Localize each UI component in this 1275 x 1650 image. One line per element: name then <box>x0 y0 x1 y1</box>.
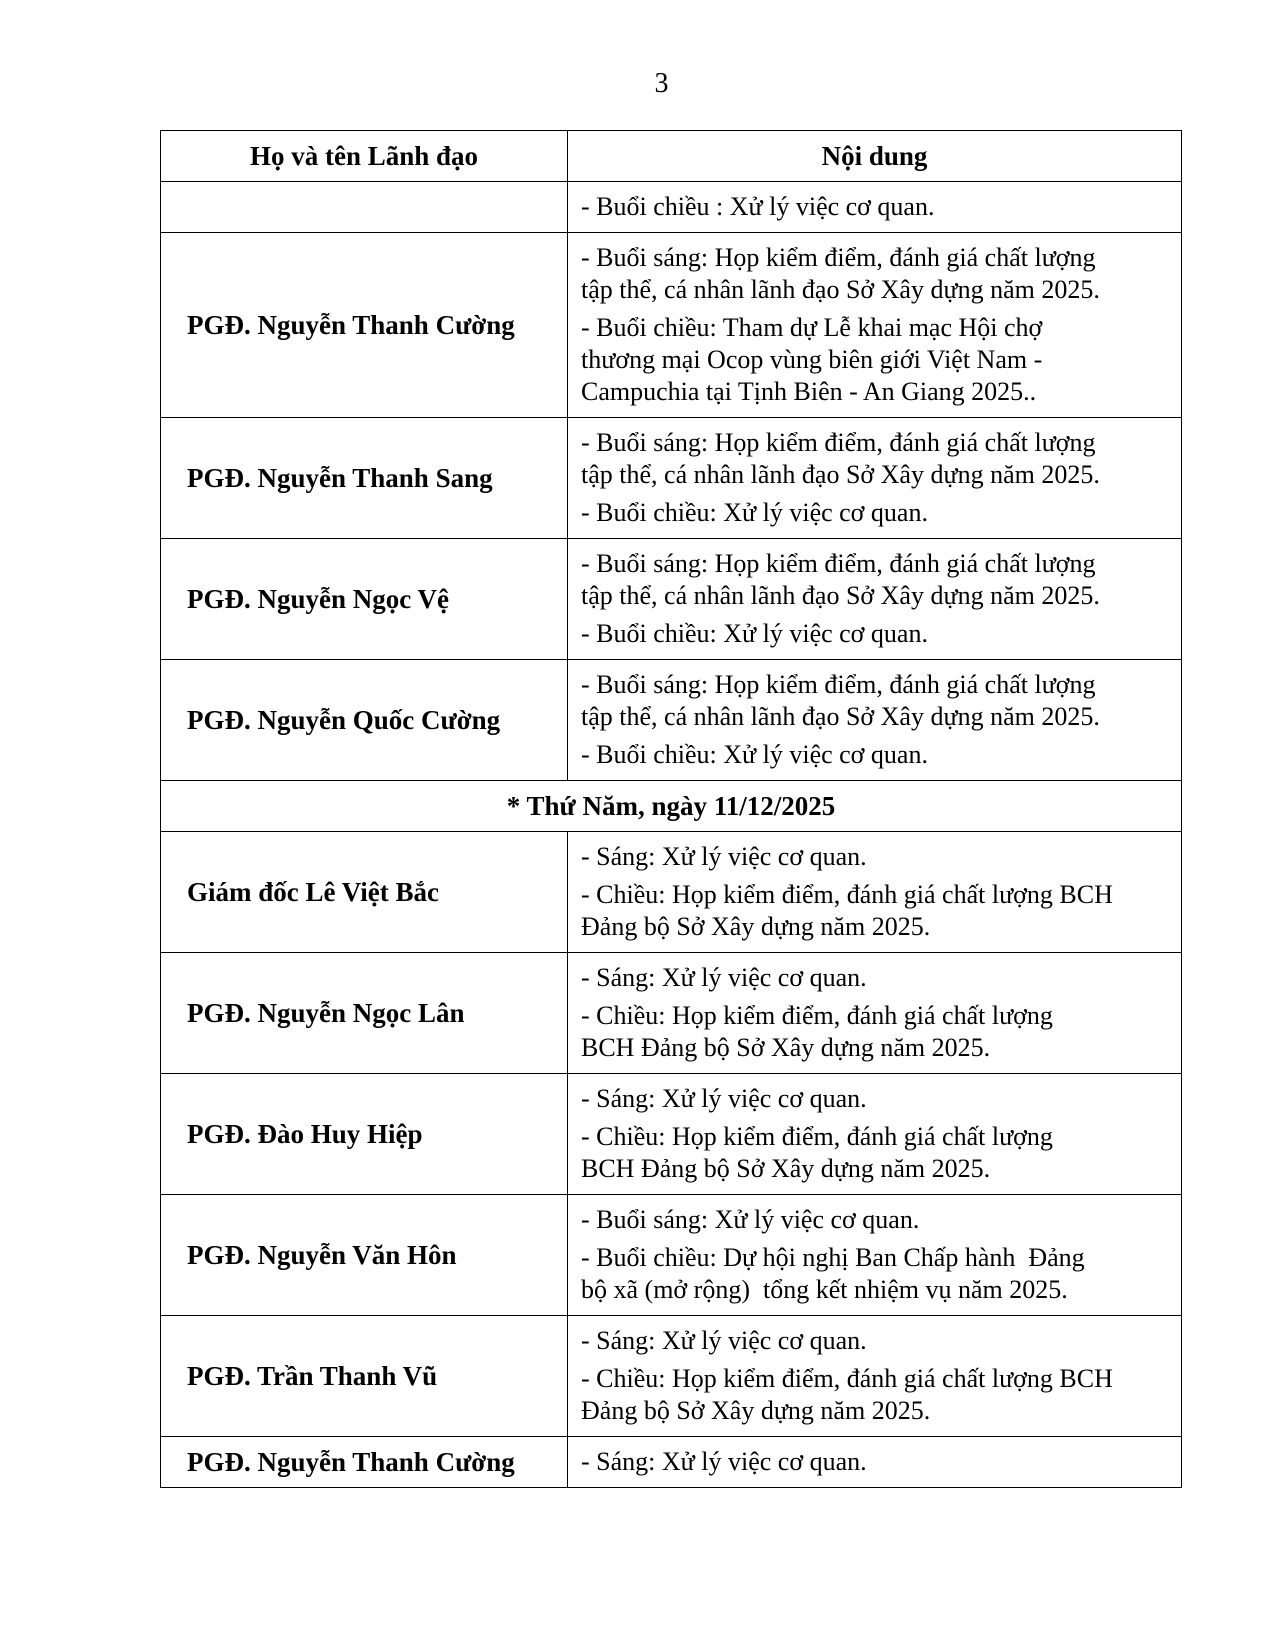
schedule-line: - Buổi sáng: Họp kiểm điểm, đánh giá chất lượng <box>581 243 1096 272</box>
table-row <box>161 1316 1182 1437</box>
schedule-paragraph <box>581 739 1173 771</box>
table-row <box>161 953 1182 1074</box>
day-header-row <box>161 781 1182 832</box>
day-header-label: * Thứ Năm, ngày 11/12/2025 <box>161 781 1182 832</box>
schedule-line: - Chiều: Họp kiểm điểm, đánh giá chất lượng <box>581 1122 1053 1151</box>
schedule-line: - Sáng: Xử lý việc cơ quan. <box>581 1084 867 1113</box>
leader-name-cell: PGĐ. Nguyễn Văn Hôn <box>161 1195 568 1316</box>
schedule-line: - Buổi chiều: Xử lý việc cơ quan. <box>581 498 928 527</box>
schedule-paragraph <box>581 962 1173 994</box>
schedule-line: - Buổi sáng: Họp kiểm điểm, đánh giá chất lượng <box>581 549 1096 578</box>
schedule-line: - Buổi sáng: Họp kiểm điểm, đánh giá chất lượng <box>581 428 1096 457</box>
schedule-paragraph <box>581 242 1173 306</box>
schedule-line: - Sáng: Xử lý việc cơ quan. <box>581 963 867 992</box>
schedule-line: - Buổi chiều: Tham dự Lễ khai mạc Hội chợ <box>581 313 1043 342</box>
schedule-paragraph <box>581 312 1173 408</box>
schedule-line: - Buổi chiều: Dự hội nghị Ban Chấp hành Đảng <box>581 1243 1085 1272</box>
schedule-line: thương mại Ocop vùng biên giới Việt Nam - <box>581 345 1043 374</box>
schedule-line: - Buổi sáng: Họp kiểm điểm, đánh giá chất lượng <box>581 670 1096 699</box>
schedule-paragraph <box>581 1083 1173 1115</box>
schedule-line: Đảng bộ Sở Xây dựng năm 2025. <box>581 912 931 941</box>
leader-name-cell: PGĐ. Nguyễn Ngọc Lân <box>161 953 568 1074</box>
schedule-table <box>160 130 1182 1488</box>
schedule-paragraph <box>581 1363 1173 1427</box>
schedule-line: - Buổi chiều: Xử lý việc cơ quan. <box>581 740 928 769</box>
leader-name-cell <box>161 182 568 233</box>
leader-name-cell: PGĐ. Trần Thanh Vũ <box>161 1316 568 1437</box>
table-row <box>161 1437 1182 1488</box>
leader-name-cell: PGĐ. Nguyễn Quốc Cường <box>161 660 568 781</box>
schedule-paragraph <box>581 1204 1173 1236</box>
leader-name-cell: PGĐ. Nguyễn Thanh Cường <box>161 1437 568 1488</box>
schedule-content-cell <box>568 1316 1182 1437</box>
schedule-paragraph <box>581 1242 1173 1306</box>
schedule-content-cell <box>568 1195 1182 1316</box>
schedule-line: tập thể, cá nhân lãnh đạo Sở Xây dựng năm 2025. <box>581 581 1100 610</box>
schedule-line: - Buổi sáng: Xử lý việc cơ quan. <box>581 1205 920 1234</box>
schedule-line: - Chiều: Họp kiểm điểm, đánh giá chất lượng <box>581 1001 1053 1030</box>
leader-name-cell: PGĐ. Nguyễn Ngọc Vệ <box>161 539 568 660</box>
column-header-leader-name: Họ và tên Lãnh đạo <box>161 131 568 182</box>
schedule-content-cell <box>568 660 1182 781</box>
leader-name-cell: PGĐ. Nguyễn Thanh Sang <box>161 418 568 539</box>
schedule-paragraph <box>581 191 1173 223</box>
table-row <box>161 418 1182 539</box>
schedule-line: tập thể, cá nhân lãnh đạo Sở Xây dựng năm 2025. <box>581 702 1100 731</box>
table-header-row <box>161 131 1182 182</box>
schedule-content-cell <box>568 832 1182 953</box>
schedule-table-body <box>161 182 1182 1488</box>
schedule-paragraph <box>581 1121 1173 1185</box>
leader-name-cell: PGĐ. Đào Huy Hiệp <box>161 1074 568 1195</box>
schedule-paragraph <box>581 548 1173 612</box>
schedule-paragraph <box>581 427 1173 491</box>
schedule-content-cell <box>568 233 1182 418</box>
schedule-content-cell <box>568 1437 1182 1488</box>
schedule-line: BCH Đảng bộ Sở Xây dựng năm 2025. <box>581 1033 991 1062</box>
table-row <box>161 1195 1182 1316</box>
schedule-line: Đảng bộ Sở Xây dựng năm 2025. <box>581 1396 931 1425</box>
schedule-paragraph <box>581 497 1173 529</box>
table-row <box>161 182 1182 233</box>
schedule-content-cell <box>568 182 1182 233</box>
schedule-content-cell <box>568 953 1182 1074</box>
schedule-line: - Sáng: Xử lý việc cơ quan. <box>581 1326 867 1355</box>
schedule-paragraph <box>581 1000 1173 1064</box>
schedule-paragraph <box>581 841 1173 873</box>
leader-name-cell: PGĐ. Nguyễn Thanh Cường <box>161 233 568 418</box>
column-header-content: Nội dung <box>568 131 1182 182</box>
schedule-line: - Sáng: Xử lý việc cơ quan. <box>581 1447 867 1476</box>
table-row <box>161 539 1182 660</box>
schedule-line: - Buổi chiều: Xử lý việc cơ quan. <box>581 619 928 648</box>
table-row <box>161 660 1182 781</box>
schedule-line: bộ xã (mở rộng) tổng kết nhiệm vụ năm 2025. <box>581 1275 1068 1304</box>
schedule-content-cell <box>568 539 1182 660</box>
schedule-line: tập thể, cá nhân lãnh đạo Sở Xây dựng năm 2025. <box>581 275 1100 304</box>
schedule-paragraph <box>581 618 1173 650</box>
schedule-content-cell <box>568 418 1182 539</box>
schedule-line: - Chiều: Họp kiểm điểm, đánh giá chất lượng BCH <box>581 1364 1113 1393</box>
schedule-line: - Chiều: Họp kiểm điểm, đánh giá chất lượng BCH <box>581 880 1113 909</box>
schedule-paragraph <box>581 1325 1173 1357</box>
table-row <box>161 832 1182 953</box>
leader-name-cell: Giám đốc Lê Việt Bắc <box>161 832 568 953</box>
schedule-line: Campuchia tại Tịnh Biên - An Giang 2025.. <box>581 377 1037 406</box>
table-row <box>161 1074 1182 1195</box>
table-row <box>161 233 1182 418</box>
schedule-paragraph <box>581 669 1173 733</box>
schedule-line: tập thể, cá nhân lãnh đạo Sở Xây dựng năm 2025. <box>581 460 1100 489</box>
page-number: 3 <box>654 68 669 99</box>
schedule-line: BCH Đảng bộ Sở Xây dựng năm 2025. <box>581 1154 991 1183</box>
schedule-line: - Buổi chiều : Xử lý việc cơ quan. <box>581 192 935 221</box>
schedule-content-cell <box>568 1074 1182 1195</box>
schedule-paragraph <box>581 879 1173 943</box>
schedule-line: - Sáng: Xử lý việc cơ quan. <box>581 842 867 871</box>
schedule-paragraph <box>581 1446 1173 1478</box>
